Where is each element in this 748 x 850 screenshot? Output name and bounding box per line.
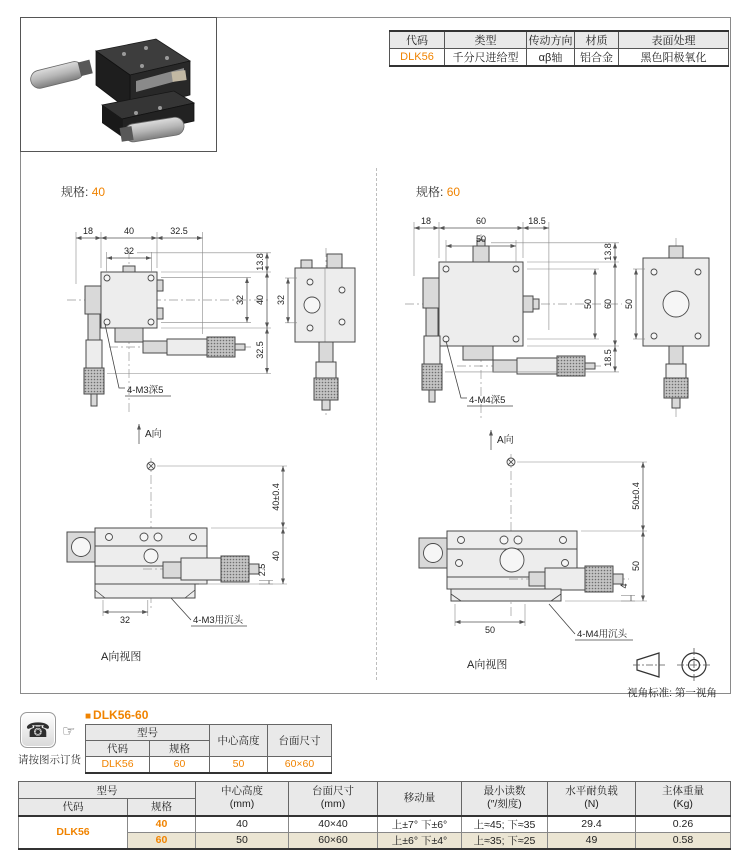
stage-side-view-60 [624,238,709,418]
cell-spec: 60 [128,832,196,849]
cell-center-height: 40 [196,816,289,833]
col-header: 台面尺寸 [268,725,332,757]
col-header-line2: (″/刻度) [487,798,522,811]
callout-40-aview [171,598,247,626]
cell-weight: 0.26 [636,816,731,833]
dim-label: 2.5 [257,563,267,577]
stage-a-view-40 [67,528,265,598]
dim-label: 32.5 [170,226,188,236]
col-header-line2: (Kg) [673,798,693,811]
cell-code: DLK56 [19,816,128,849]
dim-label: 60 [603,298,613,310]
col-header: 中心高度 [210,725,268,757]
callout-label: 4-M4深5 [469,395,506,406]
col-header-line1: 移动量 [403,791,436,804]
dim-label: 60 [475,216,487,226]
ordering-block [20,706,350,778]
dim-label: 32 [235,294,245,306]
dim-label: 40 [255,294,265,306]
view-arrow-label: A向 [145,429,162,440]
drive-direction: αβ轴 [527,49,575,67]
phone-icon [20,712,56,748]
callout-label: 4-M4用沉头 [577,629,628,640]
col-header-line2: (mm) [229,798,255,811]
col-header: 类型 [445,31,527,49]
view-caption: A向视图 [101,651,142,663]
col-header: 传动方向 [527,31,575,49]
product-photo-box [20,17,217,152]
callout-label: 4-M3深5 [127,385,164,396]
spec-label-text: 规格: [61,185,89,199]
col-header-line1: 台面尺寸 [312,785,354,798]
dim-label: 18 [420,216,432,226]
spec60-label [416,183,460,200]
order-spec: 60 [150,757,210,773]
order-example-title [85,708,148,722]
cell-load: 29.4 [548,816,636,833]
col-header: 代码 [19,799,128,816]
view-arrow-label: A向 [497,435,514,446]
col-header: 代码 [86,741,150,757]
spec-summary-table [389,30,729,67]
col-header [636,782,731,816]
product-type: 千分尺进给型 [445,49,527,67]
callout-60-aview [549,604,633,640]
dim-label: 32.5 [255,341,265,359]
reference-screw [507,458,515,466]
col-header-line1: 水平耐负载 [565,785,618,798]
col-header: 规格 [150,741,210,757]
col-header [289,782,378,816]
material: 铝合金 [575,49,619,67]
col-header-line1: 最小读数 [483,785,526,798]
table-row [19,816,731,833]
cell-spec: 40 [128,816,196,833]
dim-label: 50±0.4 [631,482,641,510]
col-header-line2: (mm) [320,798,346,811]
dim-label: 50 [475,234,487,244]
dim-label: 32 [119,615,131,625]
specifications-table [18,781,731,850]
col-header: 表面处理 [619,31,729,49]
spec-label-value: 60 [446,185,461,199]
dim-label: 18.5 [528,216,546,226]
order-surface: 60×60 [268,757,332,773]
col-header: 材质 [575,31,619,49]
dim-label: 13.8 [603,243,613,261]
col-header [462,782,548,816]
drawing-spec40-top-view [39,210,374,455]
cell-min-reading: 上≈35; 下≈25 [462,832,548,849]
dim-label: 50 [484,625,496,635]
col-header-line1: 中心高度 [221,785,263,798]
callout-label: 4-M3用沉头 [193,615,244,626]
col-header [196,782,289,816]
col-header-line1: 主体重量 [662,785,704,798]
cell-weight: 0.58 [636,832,731,849]
cell-table-size: 40×40 [289,816,378,833]
reference-screw [147,462,155,470]
col-header: 代码 [390,31,445,49]
order-height: 50 [210,757,268,773]
stage-top-view-40 [84,266,251,406]
col-header [378,782,462,816]
col-header-group: 型号 [86,725,210,741]
dim-label: 50 [631,560,641,572]
first-angle-target-icon [677,648,711,682]
bullet-icon: ■ [85,711,92,722]
order-code: DLK56 [86,757,150,773]
product-photo [24,21,214,149]
col-header-line2: (N) [584,798,599,811]
col-header [548,782,636,816]
dim-label: 40 [271,550,281,562]
finger-glyph: ☞ [62,723,76,740]
stage-a-view-60 [419,531,629,601]
projection-standard [613,648,731,700]
order-title-text: DLK56-60 [93,708,149,722]
spec-label-text: 规格: [416,185,444,199]
dim-label: 13.8 [255,253,265,271]
dim-label: 18.5 [603,349,613,367]
cell-travel: 上±6° 下±4° [378,832,462,849]
drawing-spec60-a-view [399,446,684,681]
view-caption: A向视图 [467,659,508,671]
dim-label: 32 [276,294,286,306]
datasheet-frame [20,17,731,699]
stage-top-view-60 [422,240,601,402]
dim-label: 40±0.4 [271,483,281,511]
dim-label: 32 [123,246,135,256]
surface-treatment: 黑色阳极氧化 [619,49,729,67]
projection-caption: 视角标准: 第一视角 [627,687,717,699]
drawing-spec40-a-view [43,450,328,675]
cell-center-height: 50 [196,832,289,849]
dim-label: 50 [583,298,593,310]
cell-load: 49 [548,832,636,849]
col-header: 规格 [128,799,196,816]
pointing-finger-icon [62,722,75,740]
stage-side-view-40 [276,248,355,418]
cell-min-reading: 上≈45; 下≈35 [462,816,548,833]
dim-label: 50 [624,298,634,310]
first-angle-cone-icon [633,649,665,681]
order-example-table [85,724,332,774]
drawing-spec60-top-view [377,206,722,461]
spec-label-value: 40 [91,185,106,199]
view-arrow-40 [139,424,162,444]
dim-label: 40 [123,226,135,236]
micrometer-upper-left [28,57,93,89]
spec40-label [61,183,105,200]
col-header-group: 型号 [19,782,196,799]
phone-glyph: ☎ [25,719,51,742]
cell-travel: 上±7° 下±6° [378,816,462,833]
product-code: DLK56 [390,49,445,67]
cell-table-size: 60×60 [289,832,378,849]
dim-label: 18 [82,226,94,236]
dim-label: 4 [619,583,629,589]
ordering-caption: 请按图示订货 [18,754,81,766]
